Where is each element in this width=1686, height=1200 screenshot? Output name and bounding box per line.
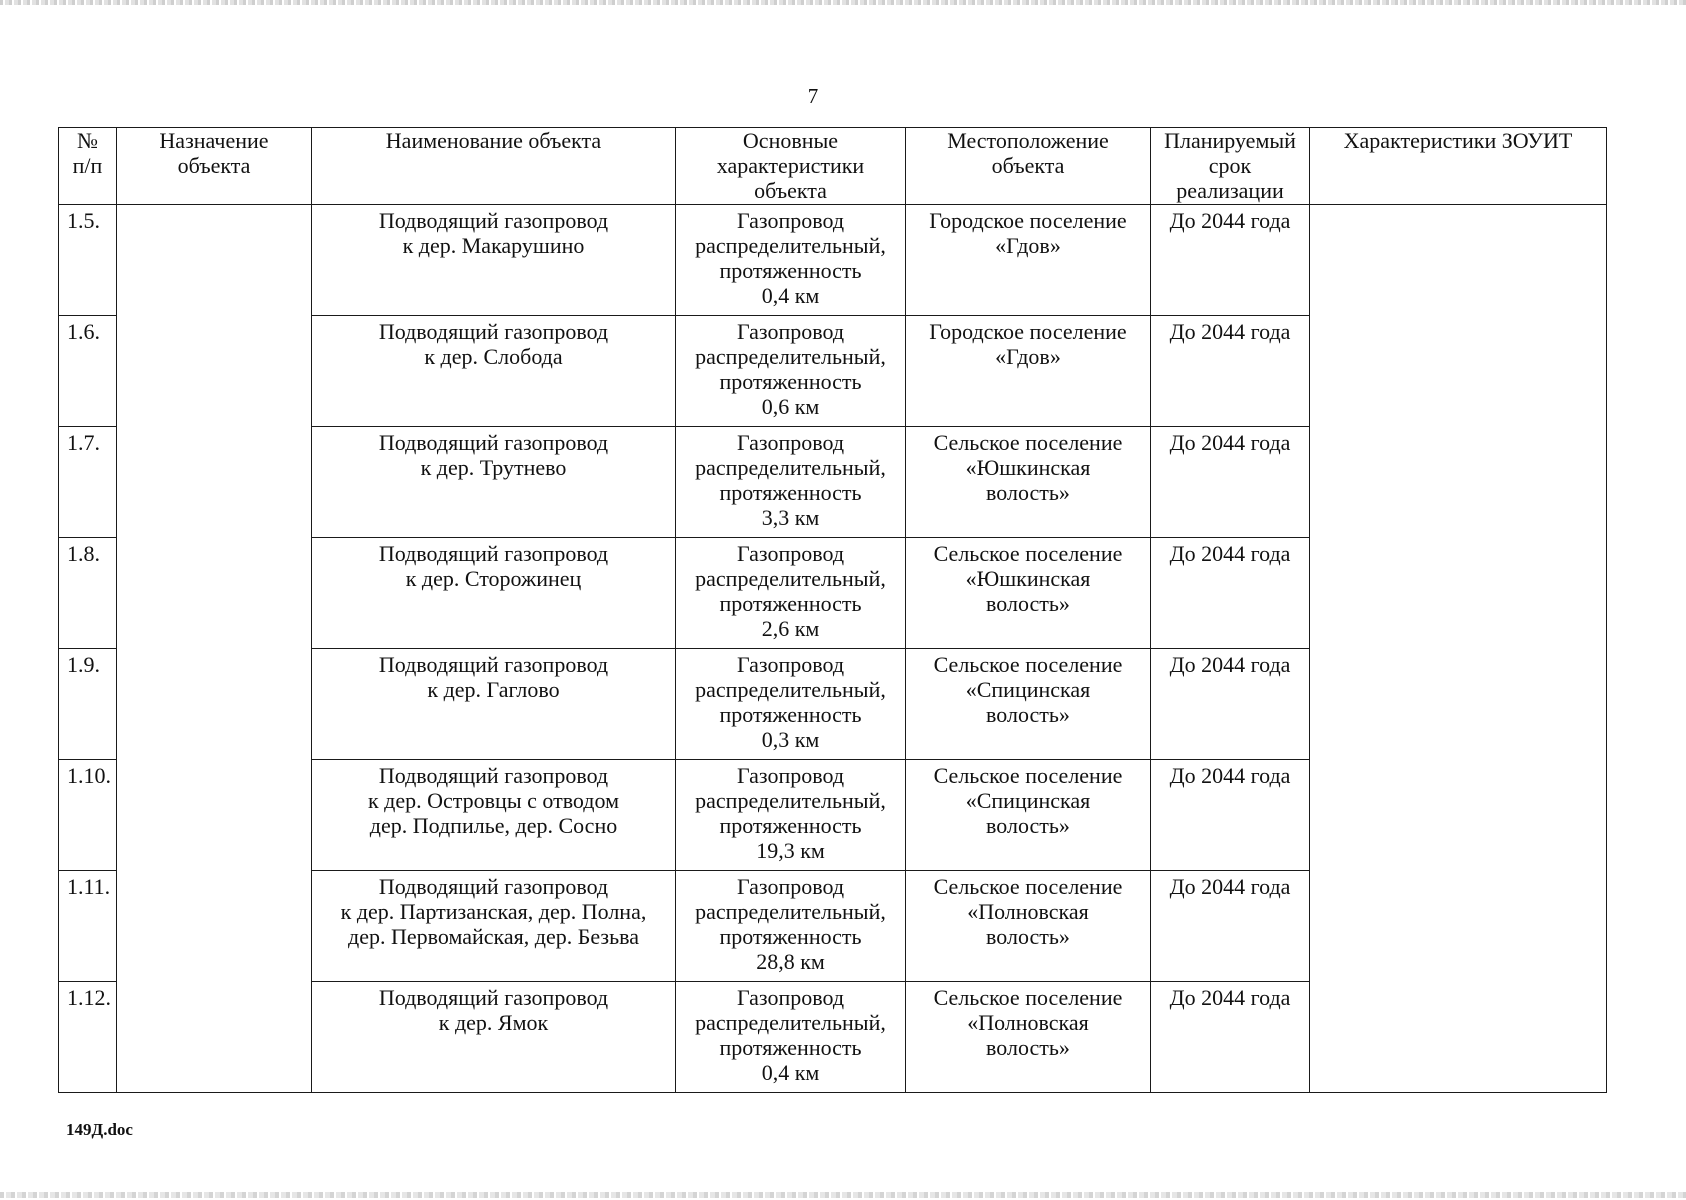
object-name-line: к дер. Сторожинец — [405, 566, 582, 591]
header-characteristics — [676, 128, 906, 205]
object-name-cell — [312, 760, 676, 871]
object-name-line: к дер. Макарушино — [402, 233, 585, 258]
location-line: «Гдов» — [995, 344, 1061, 369]
header-line: № — [77, 128, 98, 153]
purpose-cell — [117, 205, 312, 1093]
characteristics-line: 19,3 км — [756, 838, 825, 863]
characteristics-line: протяженность — [719, 702, 862, 727]
scan-edge-bottom — [0, 1192, 1686, 1198]
header-line: Характеристики ЗОУИТ — [1343, 128, 1573, 153]
header-line: реализации — [1176, 178, 1284, 203]
location-cell — [906, 538, 1151, 649]
characteristics-line: протяженность — [719, 369, 862, 394]
object-name-cell — [312, 205, 676, 316]
term-cell: До 2044 года — [1151, 760, 1310, 871]
characteristics-line: Газопровод — [736, 874, 845, 899]
header-line: характеристики — [716, 153, 865, 178]
characteristics-cell — [676, 316, 906, 427]
location-line: Городское поселение — [929, 208, 1127, 233]
characteristics-line: распределительный, — [695, 788, 886, 813]
location-line: Сельское поселение — [933, 985, 1123, 1010]
object-name-line: к дер. Слобода — [424, 344, 563, 369]
header-line: Назначение — [159, 128, 269, 153]
scan-edge-top — [0, 0, 1686, 5]
table-header-row — [59, 128, 1607, 205]
header-line: п/п — [72, 153, 103, 178]
characteristics-line: 0,3 км — [761, 727, 820, 752]
characteristics-line: протяженность — [719, 258, 862, 283]
object-name-line: к дер. Партизанская, дер. Полна, — [340, 899, 647, 924]
characteristics-line: Газопровод — [736, 319, 845, 344]
row-number: 1.7. — [59, 427, 117, 538]
location-line: «Полновская — [967, 1010, 1089, 1035]
object-name-line: к дер. Трутнево — [420, 455, 567, 480]
characteristics-line: Газопровод — [736, 763, 845, 788]
header-line: Планируемый — [1164, 128, 1296, 153]
location-line: Городское поселение — [929, 319, 1127, 344]
table-row — [59, 205, 1607, 316]
location-cell — [906, 760, 1151, 871]
location-line: волость» — [986, 924, 1070, 949]
object-name-line: Подводящий газопровод — [378, 652, 609, 677]
object-name-line: Подводящий газопровод — [378, 874, 609, 899]
term-cell: До 2044 года — [1151, 316, 1310, 427]
term-cell: До 2044 года — [1151, 649, 1310, 760]
object-name-line: Подводящий газопровод — [378, 985, 609, 1010]
object-name-line: Подводящий газопровод — [378, 319, 609, 344]
characteristics-line: Газопровод — [736, 208, 845, 233]
location-line: Сельское поселение — [933, 874, 1123, 899]
characteristics-cell — [676, 538, 906, 649]
header-line: Основные — [742, 128, 839, 153]
object-name-cell — [312, 316, 676, 427]
table-body — [59, 205, 1607, 1093]
characteristics-line: 0,4 км — [761, 283, 820, 308]
characteristics-line: Газопровод — [736, 985, 845, 1010]
characteristics-line: протяженность — [719, 813, 862, 838]
object-name-line: Подводящий газопровод — [378, 430, 609, 455]
row-number: 1.9. — [59, 649, 117, 760]
characteristics-line: Газопровод — [736, 541, 845, 566]
characteristics-line: распределительный, — [695, 344, 886, 369]
infrastructure-table — [58, 127, 1607, 1093]
characteristics-line: распределительный, — [695, 1010, 886, 1035]
characteristics-line: 3,3 км — [761, 505, 820, 530]
characteristics-line: распределительный, — [695, 677, 886, 702]
document-filename: 149Д.doc — [66, 1120, 133, 1139]
characteristics-line: 2,6 км — [761, 616, 820, 641]
object-name-line: Подводящий газопровод — [378, 541, 609, 566]
header-line: объекта — [991, 153, 1065, 178]
location-line: «Гдов» — [995, 233, 1061, 258]
header-term — [1151, 128, 1310, 205]
term-cell: До 2044 года — [1151, 205, 1310, 316]
characteristics-line: распределительный, — [695, 899, 886, 924]
object-name-line: к дер. Гаглово — [427, 677, 560, 702]
location-cell — [906, 427, 1151, 538]
term-cell: До 2044 года — [1151, 982, 1310, 1093]
header-number — [59, 128, 117, 205]
location-cell — [906, 205, 1151, 316]
location-line: «Полновская — [967, 899, 1089, 924]
characteristics-line: распределительный, — [695, 566, 886, 591]
header-line: объекта — [754, 178, 827, 203]
page-number: 7 — [807, 84, 819, 108]
header-name — [312, 128, 676, 205]
header-line: срок — [1208, 153, 1252, 178]
row-number: 1.6. — [59, 316, 117, 427]
characteristics-line: Газопровод — [736, 430, 845, 455]
characteristics-line: протяженность — [719, 924, 862, 949]
location-line: «Юшкинская — [965, 455, 1091, 480]
characteristics-cell — [676, 760, 906, 871]
location-line: Сельское поселение — [933, 430, 1123, 455]
zouit-cell — [1310, 205, 1607, 1093]
location-cell — [906, 871, 1151, 982]
characteristics-line: 28,8 км — [756, 949, 825, 974]
characteristics-cell — [676, 649, 906, 760]
location-line: волость» — [986, 480, 1070, 505]
characteristics-line: распределительный, — [695, 455, 886, 480]
characteristics-line: протяженность — [719, 480, 862, 505]
term-cell: До 2044 года — [1151, 871, 1310, 982]
object-name-cell — [312, 427, 676, 538]
object-name-line: дер. Подпилье, дер. Сосно — [369, 813, 618, 838]
location-line: волость» — [986, 591, 1070, 616]
location-cell — [906, 982, 1151, 1093]
header-line: объекта — [177, 153, 251, 178]
location-cell — [906, 649, 1151, 760]
header-line: Местоположение — [947, 128, 1109, 153]
row-number: 1.5. — [59, 205, 117, 316]
characteristics-cell — [676, 871, 906, 982]
object-name-line: Подводящий газопровод — [378, 208, 609, 233]
object-name-line: к дер. Ямок — [438, 1010, 549, 1035]
location-cell — [906, 316, 1151, 427]
characteristics-line: протяженность — [719, 591, 862, 616]
location-line: Сельское поселение — [933, 763, 1123, 788]
header-location — [906, 128, 1151, 205]
location-line: «Спицинская — [965, 788, 1091, 813]
characteristics-line: протяженность — [719, 1035, 862, 1060]
header-zouit — [1310, 128, 1607, 205]
object-name-line: Подводящий газопровод — [378, 763, 609, 788]
location-line: Сельское поселение — [933, 541, 1123, 566]
term-cell: До 2044 года — [1151, 427, 1310, 538]
row-number: 1.12. — [59, 982, 117, 1093]
row-number: 1.8. — [59, 538, 117, 649]
object-name-cell — [312, 649, 676, 760]
row-number: 1.10. — [59, 760, 117, 871]
row-number: 1.11. — [59, 871, 117, 982]
characteristics-line: 0,4 км — [761, 1060, 820, 1085]
object-name-cell — [312, 538, 676, 649]
characteristics-cell — [676, 982, 906, 1093]
header-line: Наименование объекта — [385, 128, 602, 153]
header-purpose — [117, 128, 312, 205]
location-line: волость» — [986, 1035, 1070, 1060]
location-line: «Юшкинская — [965, 566, 1091, 591]
object-name-line: дер. Первомайская, дер. Безьва — [348, 924, 639, 949]
characteristics-cell — [676, 205, 906, 316]
characteristics-line: 0,6 км — [761, 394, 820, 419]
location-line: «Спицинская — [965, 677, 1091, 702]
characteristics-cell — [676, 427, 906, 538]
object-name-cell — [312, 871, 676, 982]
characteristics-line: распределительный, — [695, 233, 886, 258]
object-name-line: к дер. Островцы с отводом — [367, 788, 619, 813]
object-name-cell — [312, 982, 676, 1093]
location-line: волость» — [986, 813, 1070, 838]
term-cell: До 2044 года — [1151, 538, 1310, 649]
characteristics-line: Газопровод — [736, 652, 845, 677]
location-line: Сельское поселение — [933, 652, 1123, 677]
location-line: волость» — [986, 702, 1070, 727]
